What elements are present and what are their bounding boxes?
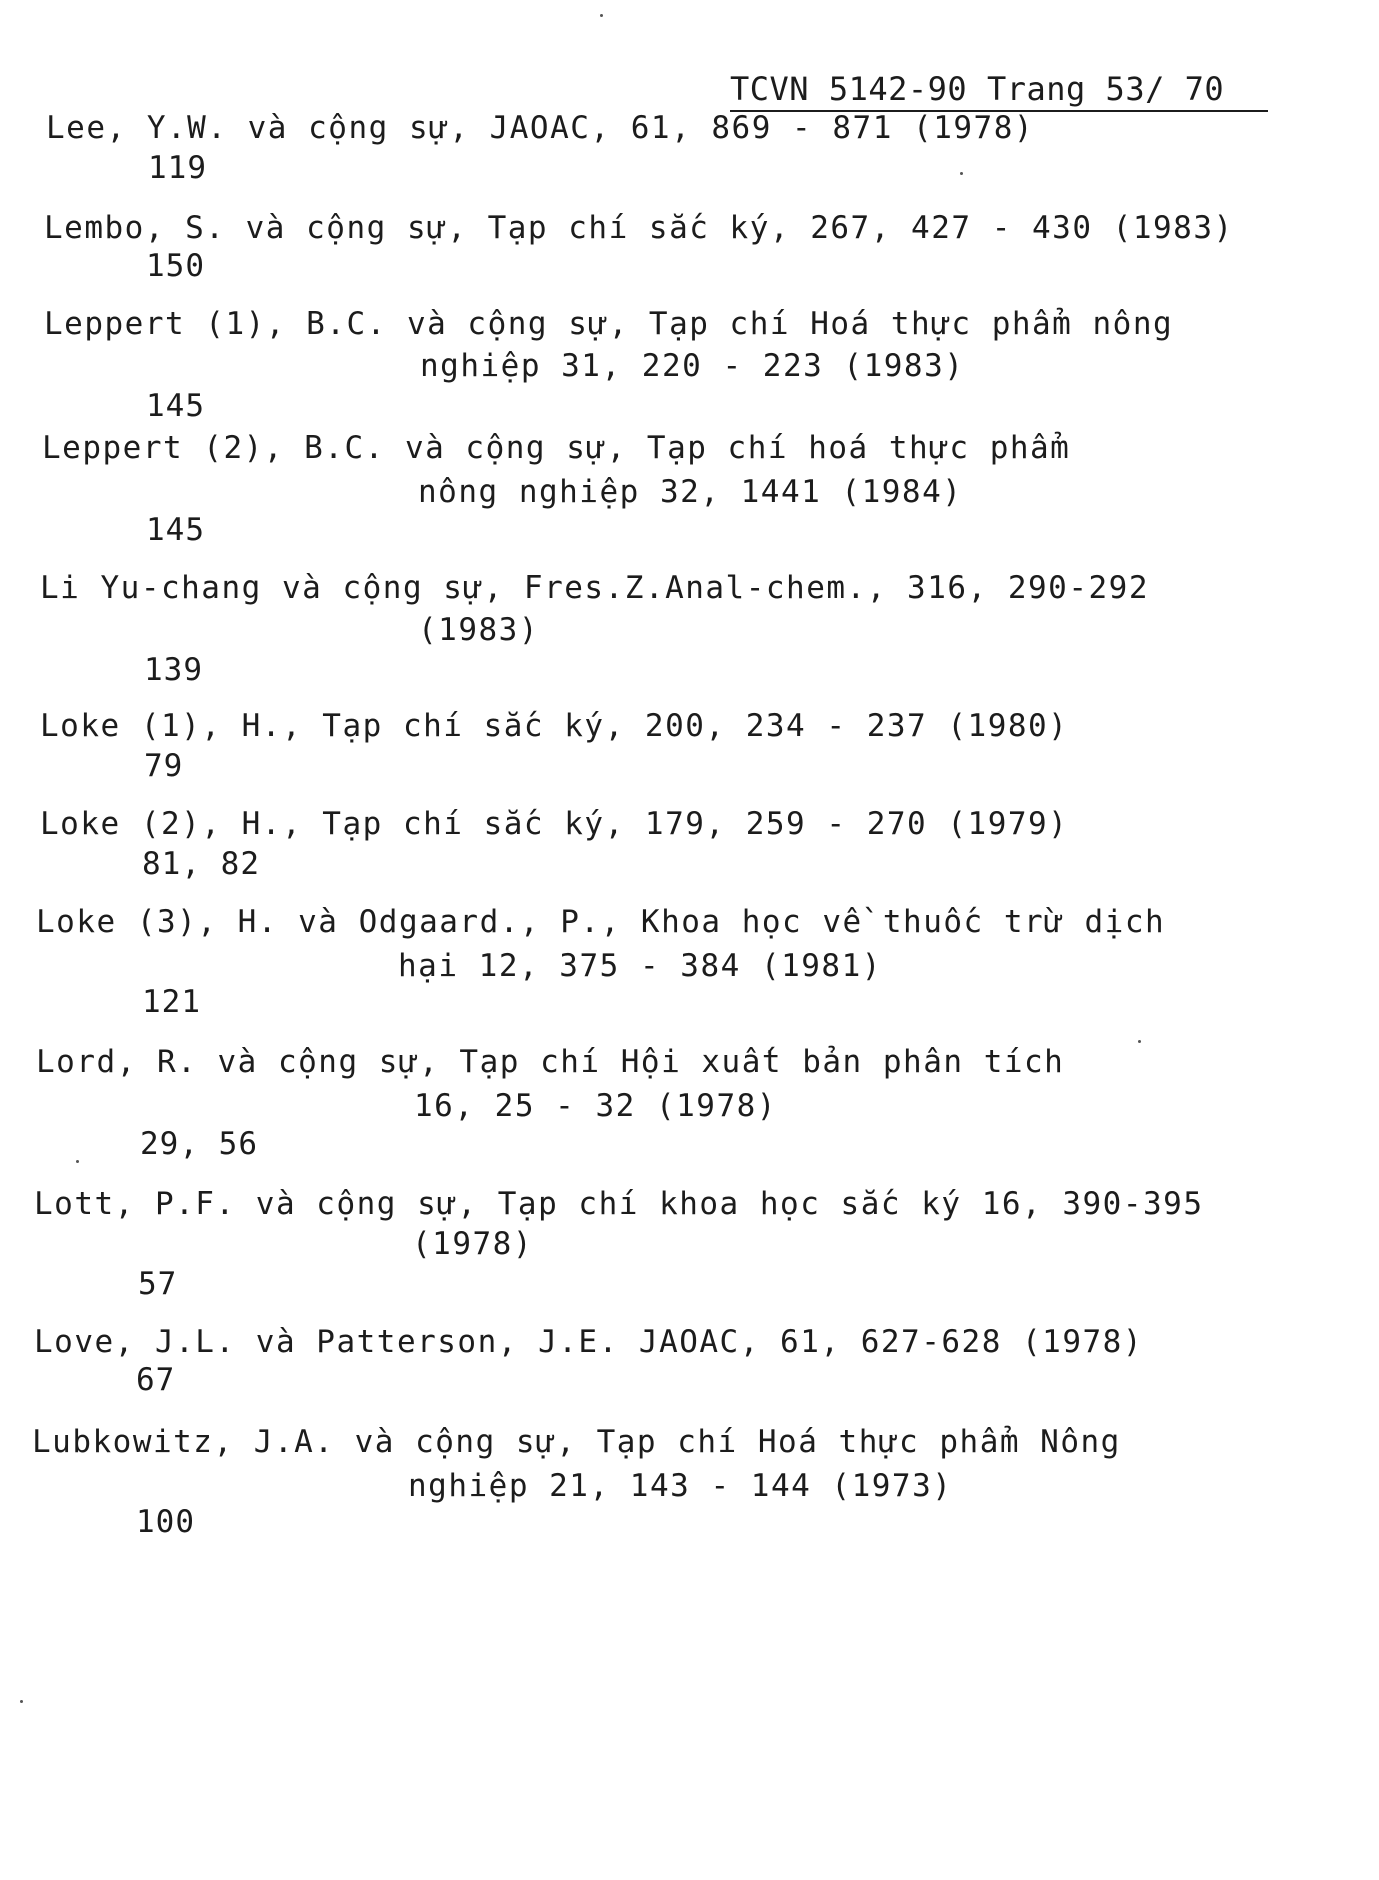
reference-citation: Leppert (2), B.C. và cộng sự, Tạp chí hoá thực phẩm [42, 430, 1071, 466]
reference-page-numbers: 81, 82 [142, 846, 260, 882]
scan-speck [1138, 1040, 1141, 1043]
reference-page-numbers: 57 [138, 1266, 178, 1302]
reference-citation: Love, J.L. và Patterson, J.E. JAOAC, 61, 627-628 (1978) [34, 1324, 1143, 1360]
reference-citation: Loke (1), H., Tạp chí sắc ký, 200, 234 - 237 (1980) [40, 708, 1069, 744]
reference-citation: Lubkowitz, J.A. và cộng sự, Tạp chí Hoá thực phẩm Nông [32, 1424, 1121, 1460]
reference-page-numbers: 139 [144, 652, 203, 688]
reference-page-numbers: 100 [136, 1504, 195, 1540]
reference-citation: Lembo, S. và cộng sự, Tạp chí sắc ký, 267, 427 - 430 (1983) [44, 210, 1234, 246]
reference-citation: Li Yu-chang và cộng sự, Fres.Z.Anal-chem., 316, 290-292 [40, 570, 1149, 606]
reference-citation-continuation: 16, 25 - 32 (1978) [414, 1088, 777, 1124]
scan-speck [20, 1700, 23, 1703]
reference-citation: Loke (3), H. và Odgaard., P., Khoa học về thuốc trừ dịch [36, 904, 1166, 940]
reference-page-numbers: 150 [146, 248, 205, 284]
reference-citation-continuation: (1983) [418, 612, 539, 648]
reference-citation-continuation: nông nghiệp 32, 1441 (1984) [418, 474, 963, 510]
reference-page-numbers: 119 [148, 150, 207, 186]
reference-citation: Lee, Y.W. và cộng sự, JAOAC, 61, 869 - 871 (1978) [46, 110, 1035, 146]
reference-citation-continuation: (1978) [412, 1226, 533, 1262]
scan-speck [960, 172, 963, 175]
reference-citation-continuation: nghiệp 31, 220 - 223 (1983) [420, 348, 965, 384]
reference-page-numbers: 79 [144, 748, 184, 784]
scan-speck [600, 14, 603, 17]
reference-page-numbers: 29, 56 [140, 1126, 258, 1162]
reference-citation-continuation: hại 12, 375 - 384 (1981) [398, 948, 882, 984]
reference-page-numbers: 145 [146, 512, 205, 548]
reference-citation: Lott, P.F. và cộng sự, Tạp chí khoa học sắc ký 16, 390-395 [34, 1186, 1204, 1222]
reference-page-numbers: 67 [136, 1362, 176, 1398]
reference-citation: Loke (2), H., Tạp chí sắc ký, 179, 259 - 270 (1979) [40, 806, 1069, 842]
scan-speck [76, 1160, 79, 1163]
reference-page-numbers: 145 [146, 388, 205, 424]
page-header: TCVN 5142-90 Trang 53/ 70 [730, 70, 1268, 112]
reference-citation-continuation: nghiệp 21, 143 - 144 (1973) [408, 1468, 953, 1504]
reference-citation: Lord, R. và cộng sự, Tạp chí Hội xuất bản phân tích [36, 1044, 1065, 1080]
reference-citation: Leppert (1), B.C. và cộng sự, Tạp chí Hoá thực phẩm nông [44, 306, 1174, 342]
reference-page-numbers: 121 [142, 984, 201, 1020]
